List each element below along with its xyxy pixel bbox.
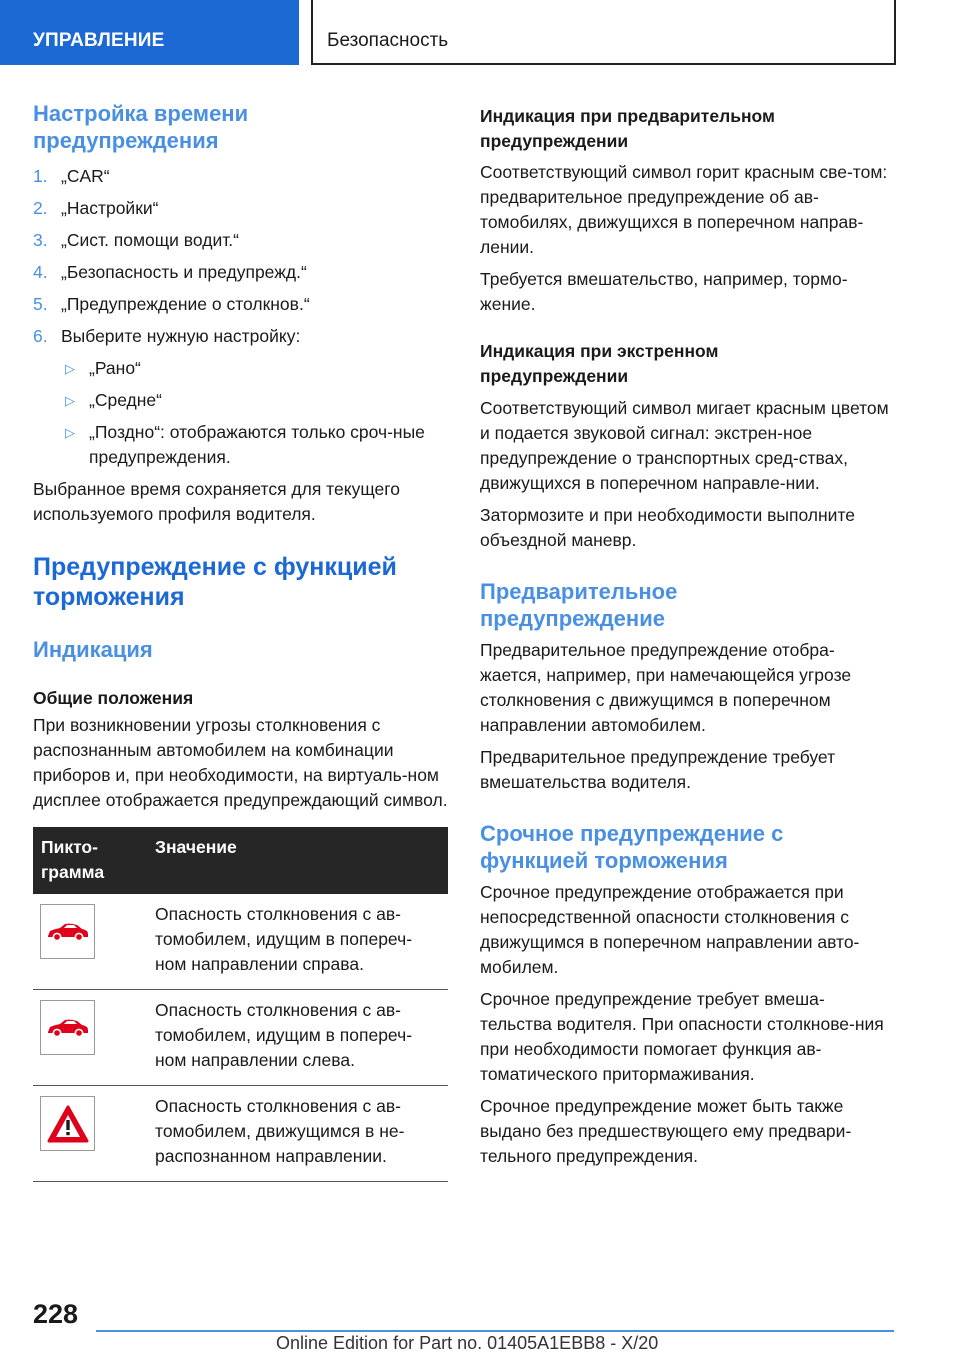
table-cell-icon [33,1086,147,1182]
step-number: 6. [33,326,48,346]
step-text: „CAR“ [61,166,110,186]
subsection-tab [311,0,896,65]
list-item [33,324,448,349]
list-item [61,420,448,470]
list-item [61,388,448,413]
heading-emergency-display: Индикация при экстренном предупреждении [480,341,719,386]
table-row [33,990,448,1086]
triangle-bullet-icon: ▷ [65,425,75,440]
subsection-title: Безопасность [327,30,449,51]
step-text: Выберите нужную настройку: [61,326,301,346]
prelim-text-1: Предварительное предупреждение отобра-жается, например, при намечающейся угрозе столкновения с движущимся в поперечном направлении автомобилем. [480,640,852,735]
saved-note: Выбранное время сохраняется для текущего используемого профиля водителя. [33,479,401,524]
step-text: „Безопасность и предупрежд.“ [61,262,307,282]
heading-time-setting: Настройка времени предупреждения [33,101,249,153]
heading-general: Общие положения [33,688,194,708]
prelim-text-2: Предварительное предупреждение требует вмешательства водителя. [480,747,836,792]
pre-text-2: Требуется вмешательство, например, тормо-жение. [480,269,848,314]
left-column [33,100,448,1182]
table-cell-icon [33,990,147,1086]
list-item [33,164,448,189]
option-text: „Средне“ [89,390,162,410]
step-number: 5. [33,294,48,314]
table-cell-icon [33,894,147,990]
section-tab [0,0,299,65]
emg-text-1: Соответствующий символ мигает красным цветом и подается звуковой сигнал: экстрен-ное предупреждение о транспортных сред-ствах, движущихся в поперечном направле-нии. [480,398,889,493]
table-cell-meaning: Опасность столкновения с ав-томобилем, идущим в попереч-ном направлении слева. [147,990,448,1086]
step-text: „Предупреждение о столкнов.“ [61,294,310,314]
car-left-warning-icon [40,1000,95,1055]
warning-triangle-icon [40,1096,95,1151]
edition-text: Online Edition for Part no. 01405A1EBB8 - X/20 [276,1333,659,1353]
section-title: УПРАВЛЕНИЕ [33,30,165,51]
table-cell-meaning: Опасность столкновения с ав-томобилем, идущим в попереч-ном направлении справа. [147,894,448,990]
list-item [33,228,448,253]
step-number: 2. [33,198,48,218]
column-header-pictogram: Пикто-грамма [33,827,147,894]
page-number: 228 [33,1299,79,1329]
heading-brake-warning: Предупреждение с функцией торможения [33,553,397,611]
options-list [61,356,448,470]
car-right-warning-icon [40,904,95,959]
heading-pre-display: Индикация при предварительном предупреждении [480,106,775,151]
column-header-meaning: Значение [147,827,448,894]
heading-urgent-warning: Срочное предупреждение с функцией торможения [480,821,784,873]
table-header-row [33,827,448,894]
right-column [480,100,895,1169]
general-text: При возникновении угрозы столкновения с распознанным автомобилем на комбинации приборов и, при необходимости, на виртуаль-ном дисплее отображается предупреждающий символ. [33,715,448,810]
list-item [33,260,448,285]
step-text: „Настройки“ [61,198,159,218]
urgent-text-3: Срочное предупреждение может быть также выдано без предшествующего ему предвари-тельного предупреждения. [480,1096,852,1166]
urgent-text-1: Срочное предупреждение отображается при непосредственной опасности столкновения с движущимся в поперечном направлении авто-мобилем. [480,882,860,977]
option-text: „Рано“ [89,358,141,378]
heading-preliminary-warning: Предварительное предупреждение [480,579,678,631]
urgent-text-2: Срочное предупреждение требует вмеша-тельства водителя. При опасности столкнове-ния при необходимости помогает функция ав-томатического притормаживания. [480,989,884,1084]
triangle-bullet-icon: ▷ [65,393,75,408]
step-number: 3. [33,230,48,250]
option-text: „Поздно“: отображаются только сроч-ные предупреждения. [89,422,425,467]
step-text: „Сист. помощи водит.“ [61,230,239,250]
table-row [33,1086,448,1182]
emg-text-2: Затормозите и при необходимости выполните объездной маневр. [480,505,855,550]
steps-list [33,164,448,349]
table-cell-meaning: Опасность столкновения с ав-томобилем, движущимся в не-распознанном направлении. [147,1086,448,1182]
step-number: 1. [33,166,48,186]
pre-text-1: Соответствующий символ горит красным све-том: предварительное предупреждение об ав-томобилях, движущихся в поперечном направ-лении. [480,162,888,257]
list-item [33,196,448,221]
triangle-bullet-icon: ▷ [65,361,75,376]
pictogram-table [33,827,448,1182]
list-item [33,292,448,317]
table-row [33,894,448,990]
footer-divider [96,1330,894,1332]
list-item [61,356,448,381]
step-number: 4. [33,262,48,282]
heading-display: Индикация [33,637,153,662]
